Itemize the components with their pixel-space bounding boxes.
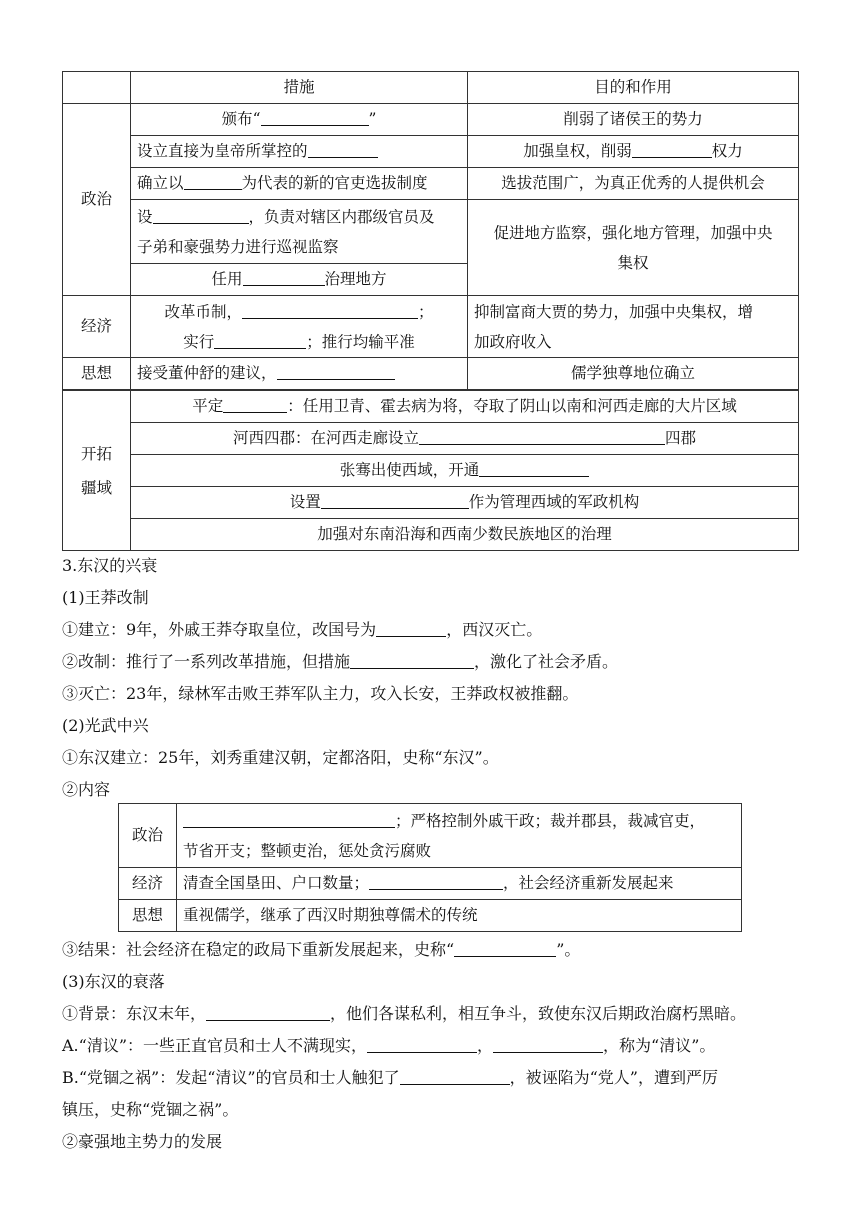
text: ，社会经济重新发展起来 bbox=[503, 874, 674, 893]
frontier-text: 作为管理西域的军政机构 bbox=[468, 493, 640, 512]
frontier-text: 河西四郡：在河西走廊设立 bbox=[232, 429, 419, 448]
measure-cell bbox=[131, 104, 468, 136]
western-han-measures-table bbox=[62, 71, 799, 390]
fill-blank[interactable] bbox=[277, 364, 395, 380]
header-purpose: 目的和作用 bbox=[468, 72, 799, 104]
frontier-label-line: 疆域 bbox=[80, 478, 112, 497]
text: ， bbox=[477, 1036, 494, 1055]
text: B.“党锢之祸”：发起“清议”的官员和士人触犯了 bbox=[62, 1068, 400, 1087]
text: ，被诬陷为“党人”，遭到严厉 bbox=[509, 1068, 718, 1087]
paragraph-line: ①东汉建立：25年，刘秀重建汉朝，定都洛阳，史称“东汉”。 bbox=[62, 748, 499, 767]
fill-blank[interactable] bbox=[242, 303, 418, 319]
table-row bbox=[63, 455, 799, 487]
paragraph-line bbox=[62, 1036, 715, 1055]
fill-blank[interactable] bbox=[243, 270, 325, 286]
table-row bbox=[63, 136, 799, 168]
thought-label: 思想 bbox=[63, 358, 131, 390]
text: ③结果：社会经济在稳定的政局下重新发展起来，史称“ bbox=[62, 940, 455, 959]
paragraph-line bbox=[62, 1068, 718, 1087]
measure-text: 设 bbox=[137, 207, 153, 226]
politics-label: 政治 bbox=[63, 104, 131, 296]
fill-blank[interactable] bbox=[183, 812, 395, 828]
frontier-label-line: 开拓 bbox=[80, 444, 112, 463]
section-title: 3.东汉的兴衰 bbox=[62, 556, 158, 575]
text: 节省开支；整顿吏治，惩处贪污腐败 bbox=[183, 841, 432, 860]
fill-blank[interactable] bbox=[493, 1037, 603, 1053]
measure-cell bbox=[131, 296, 468, 358]
table-header-row bbox=[63, 72, 799, 104]
frontier-text: 四郡 bbox=[665, 429, 697, 448]
paragraph-line bbox=[62, 652, 618, 671]
measure-text: ，负责对辖区内郡级官员及 bbox=[248, 207, 435, 226]
table-row bbox=[63, 296, 799, 358]
table-row bbox=[63, 358, 799, 390]
measure-text: 颁布“ bbox=[221, 110, 261, 129]
text: ，西汉灭亡。 bbox=[446, 620, 543, 639]
subsection-heading: (3)东汉的衰落 bbox=[62, 972, 165, 991]
purpose-cell: 儒学独尊地位确立 bbox=[468, 358, 799, 390]
purpose-text: 加政府收入 bbox=[474, 332, 552, 351]
fill-blank[interactable] bbox=[376, 621, 446, 637]
fill-blank[interactable] bbox=[153, 208, 249, 224]
text: ，他们各谋私利，相互争斗，致使东汉后期政治腐朽黑暗。 bbox=[330, 1004, 747, 1023]
fill-blank[interactable] bbox=[214, 333, 306, 349]
measure-text: 接受董仲舒的建议， bbox=[137, 364, 277, 383]
frontier-text: 张骞出使西域，开通 bbox=[339, 461, 480, 480]
purpose-cell bbox=[468, 136, 799, 168]
measure-text: 确立以 bbox=[137, 174, 184, 193]
table-row bbox=[63, 391, 799, 423]
frontier-cell bbox=[131, 391, 799, 423]
content-cell bbox=[177, 868, 742, 900]
text: ②改制：推行了一系列改革措施，但措施 bbox=[62, 652, 351, 671]
frontier-text: ：任用卫青、霍去病为将，夺取了阴山以南和河西走廊的大片区域 bbox=[287, 397, 737, 416]
purpose-cell: 选拔范围广，为真正优秀的人提供机会 bbox=[468, 168, 799, 200]
purpose-cell: 削弱了诸侯王的势力 bbox=[468, 104, 799, 136]
measure-cell bbox=[131, 168, 468, 200]
economy-label: 经济 bbox=[119, 868, 177, 900]
text: A.“清议”：一些正直官员和士人不满现实， bbox=[62, 1036, 368, 1055]
measure-text: 治理地方 bbox=[324, 270, 387, 289]
table-row bbox=[63, 423, 799, 455]
paragraph-line bbox=[62, 940, 580, 959]
purpose-text: 加强皇权，削弱 bbox=[523, 142, 632, 161]
fill-blank[interactable] bbox=[184, 174, 242, 190]
fill-blank[interactable] bbox=[321, 493, 469, 509]
paragraph-line: 镇压，史称“党锢之祸”。 bbox=[62, 1100, 239, 1119]
paragraph-line: ②内容 bbox=[62, 780, 111, 799]
table-row bbox=[119, 868, 742, 900]
purpose-text: 促进地方监察，强化地方管理，加强中央 bbox=[493, 223, 773, 242]
fill-blank[interactable] bbox=[632, 142, 712, 158]
politics-label: 政治 bbox=[119, 804, 177, 868]
measure-text: 任用 bbox=[211, 270, 243, 289]
fill-blank[interactable] bbox=[479, 461, 589, 477]
frontier-table bbox=[62, 390, 799, 551]
measure-text: 改革币制， bbox=[164, 302, 242, 321]
subsection-heading: (1)王莽改制 bbox=[62, 588, 149, 607]
measure-cell bbox=[131, 358, 468, 390]
purpose-text: 权力 bbox=[711, 142, 743, 161]
frontier-text: 设置 bbox=[289, 493, 321, 512]
table-row bbox=[63, 104, 799, 136]
header-empty-cell bbox=[63, 72, 131, 104]
text: ”。 bbox=[556, 940, 581, 959]
subsection-heading: (2)光武中兴 bbox=[62, 716, 149, 735]
paragraph-line: ②豪强地主势力的发展 bbox=[62, 1132, 223, 1151]
text: ，激化了社会矛盾。 bbox=[474, 652, 619, 671]
frontier-cell: 加强对东南沿海和西南少数民族地区的治理 bbox=[131, 519, 799, 551]
frontier-text: 平定 bbox=[192, 397, 224, 416]
fill-blank[interactable] bbox=[308, 142, 378, 158]
measure-text: 为代表的新的官吏选拔制度 bbox=[241, 174, 428, 193]
table-row bbox=[63, 200, 799, 264]
table-row bbox=[63, 168, 799, 200]
table-row bbox=[63, 519, 799, 551]
text: ；严格控制外戚干政；裁并郡县，裁减官吏， bbox=[395, 811, 706, 830]
economy-label: 经济 bbox=[63, 296, 131, 358]
measure-text: 实行 bbox=[183, 332, 215, 351]
purpose-cell bbox=[468, 296, 799, 358]
purpose-text: 抑制富商大贾的势力，加强中央集权，增 bbox=[474, 302, 754, 321]
measure-text: 设立直接为皇帝所掌控的 bbox=[137, 142, 308, 161]
table-row bbox=[63, 487, 799, 519]
measure-cell bbox=[131, 200, 468, 264]
content-cell bbox=[177, 804, 742, 868]
fill-blank[interactable] bbox=[206, 1005, 330, 1021]
fill-blank[interactable] bbox=[400, 1069, 510, 1085]
thought-label: 思想 bbox=[119, 900, 177, 932]
paragraph-line bbox=[62, 1004, 746, 1023]
purpose-cell bbox=[468, 200, 799, 296]
measure-cell bbox=[131, 264, 468, 296]
guangwu-table bbox=[118, 803, 742, 932]
fill-blank[interactable] bbox=[261, 110, 369, 126]
fill-blank[interactable] bbox=[369, 874, 503, 890]
table-row bbox=[119, 804, 742, 868]
text: 清查全国垦田、户口数量； bbox=[183, 874, 370, 893]
measure-cell bbox=[131, 136, 468, 168]
text: ①背景：东汉末年， bbox=[62, 1004, 207, 1023]
text: ，称为“清议”。 bbox=[603, 1036, 716, 1055]
fill-blank[interactable] bbox=[367, 1037, 477, 1053]
text: ①建立：9年，外戚王莽夺取皇位，改国号为 bbox=[62, 620, 377, 639]
table-row bbox=[119, 900, 742, 932]
paragraph-line bbox=[62, 620, 542, 639]
measure-text: 子弟和豪强势力进行巡视监察 bbox=[137, 237, 339, 256]
measure-text: ” bbox=[368, 110, 377, 129]
fill-blank[interactable] bbox=[419, 429, 665, 445]
frontier-cell bbox=[131, 487, 799, 519]
frontier-cell bbox=[131, 423, 799, 455]
fill-blank[interactable] bbox=[454, 941, 556, 957]
measure-text: ； bbox=[418, 302, 434, 321]
content-cell: 重视儒学，继承了西汉时期独尊儒术的传统 bbox=[177, 900, 742, 932]
header-measure: 措施 bbox=[131, 72, 468, 104]
fill-blank[interactable] bbox=[223, 397, 287, 413]
fill-blank[interactable] bbox=[350, 653, 474, 669]
frontier-label bbox=[63, 391, 131, 551]
frontier-cell bbox=[131, 455, 799, 487]
purpose-text: 集权 bbox=[617, 253, 649, 272]
paragraph-line: ③灭亡：23年，绿林军击败王莽军队主力，攻入长安，王莽政权被推翻。 bbox=[62, 684, 579, 703]
measure-text: ；推行均输平准 bbox=[306, 332, 415, 351]
